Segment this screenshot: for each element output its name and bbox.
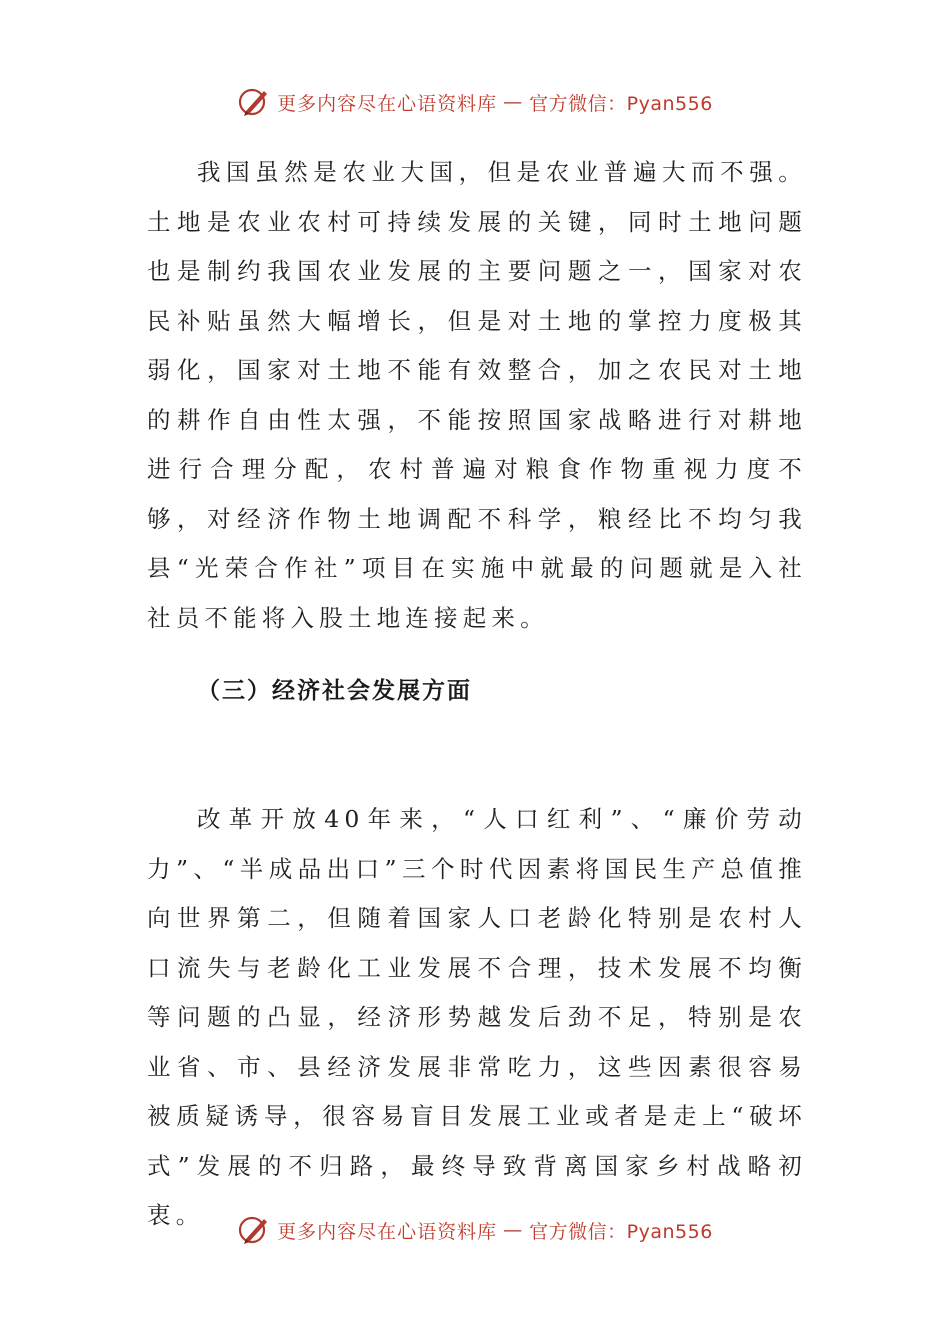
section-heading: （三）经济社会发展方面	[197, 678, 472, 704]
banner-separator: —	[503, 91, 524, 113]
banner-separator: —	[503, 1219, 524, 1241]
header-watermark-banner	[0, 82, 950, 122]
footer-watermark-banner	[0, 1210, 950, 1250]
banner-wechat: 官方微信：Pyan556	[529, 92, 713, 115]
banner-wechat: 官方微信：Pyan556	[529, 1220, 713, 1243]
banner-text: 更多内容尽在心语资料库	[277, 1220, 498, 1243]
pen-logo-icon	[237, 85, 271, 119]
pen-logo-icon	[237, 1213, 271, 1247]
paragraph-economic-development: 改革开放40年来，“人口红利”、“廉价劳动力”、“半成品出口”三个时代因素将国民生产总值推向世界第二，但随着国家人口老龄化特别是农村人口流失与老龄化工业发展不合理，技术发展不均衡等问题的凸显，经济形势越发后劲不足，特别是农业省、市、县经济发展非常吃力，这些因素很容易被质疑诱导，很容易盲目发展工业或者是走上“破坏式”发展的不归路，最终导致背离国家乡村战略初衷。	[147, 805, 807, 1229]
paragraph-land-issues: 我国虽然是农业大国，但是农业普遍大而不强。土地是农业农村可持续发展的关键，同时土地问题也是制约我国农业发展的主要问题之一，国家对农民补贴虽然大幅增长，但是对土地的掌控力度极其弱化，国家对土地不能有效整合，加之农民对土地的耕作自由性太强，不能按照国家战略进行对耕地进行合理分配，农村普遍对粮食作物重视力度不够，对经济作物土地调配不科学，粮经比不均匀我县“光荣合作社”项目在实施中就最的问题就是入社社员不能将入股土地连接起来。	[147, 158, 807, 632]
banner-text: 更多内容尽在心语资料库	[277, 92, 498, 115]
